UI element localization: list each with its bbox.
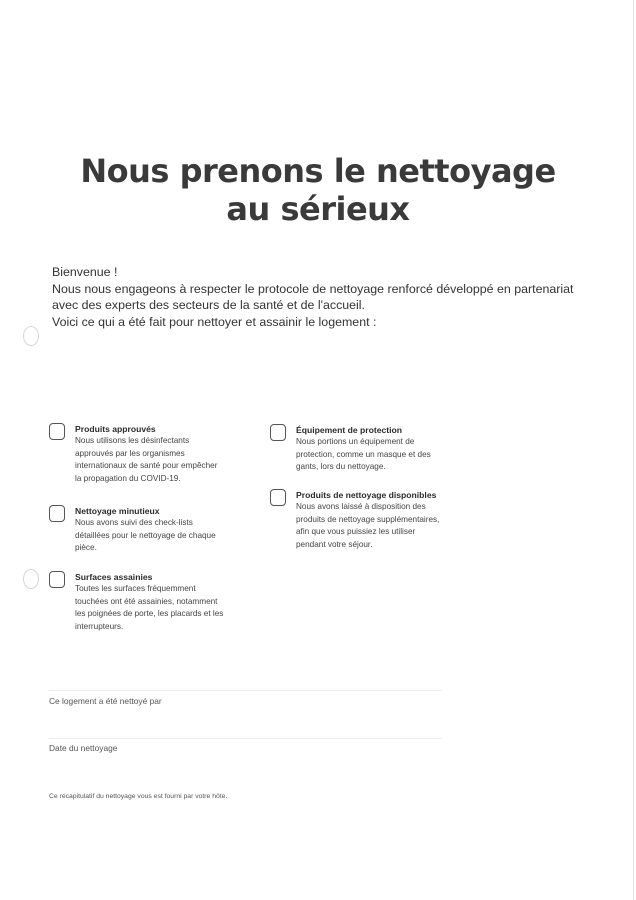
cleaned-by-label: Ce logement a été nettoyé par: [49, 696, 162, 706]
checklist-item-produits-disponibles: [296, 489, 486, 551]
punch-hole: [23, 569, 39, 589]
greeting: Bienvenue !: [52, 265, 118, 279]
checklist-item-title: Nettoyage minutieux: [75, 506, 160, 516]
page-title: [0, 152, 636, 228]
cleaned-by-line: [49, 690, 442, 691]
checkbox[interactable]: [270, 489, 286, 506]
checklist-item-nettoyage-minutieux: [75, 505, 265, 555]
commitment-text: Nous nous engageons à respecter le protocole de nettoyage renforcé développé en partenariat avec des experts des secteurs de la santé et de l'accueil.: [52, 281, 574, 312]
checklist-item-produits-approuves: [75, 423, 265, 485]
checklist-item-title: Produits approuvés: [75, 424, 156, 434]
checkbox[interactable]: [270, 424, 286, 441]
footer-note: Ce récapitulatif du nettoyage vous est fourni par votre hôte.: [49, 793, 228, 800]
checklist-item-text: Toutes les surfaces fréquemment touchées ont été assainies, notamment les poignées de porte, les placards et les interrupteurs.: [75, 584, 224, 631]
title-line-2: au sérieux: [226, 190, 410, 228]
scan-edge: [633, 0, 634, 900]
date-line: [49, 738, 442, 739]
checklist-item-text: Nous avons suivi des check-lists détaillées pour le nettoyage de chaque pièce.: [75, 518, 216, 552]
checklist-item-title: Équipement de protection: [296, 425, 402, 435]
checklist-item-text: Nous avons laissé à disposition des produits de nettoyage supplémentaires, afin que vous puissiez les utiliser pendant votre séjour.: [296, 502, 440, 549]
checklist-item-equipement-protection: [296, 424, 486, 474]
intro-lead: Voici ce qui a été fait pour nettoyer et assainir le logement :: [52, 314, 377, 329]
punch-hole: [23, 326, 39, 346]
title-line-1: Nous prenons le nettoyage: [80, 152, 556, 190]
checklist-item-title: Produits de nettoyage disponibles: [296, 490, 437, 500]
checklist-item-surfaces-assainies: [75, 571, 265, 633]
checkbox[interactable]: [49, 423, 65, 440]
checkbox[interactable]: [49, 571, 65, 588]
checklist-item-text: Nous utilisons les désinfectants approuvés par les organismes internationaux de santé pour empêcher la propagation du COVID-19.: [75, 436, 218, 483]
checklist-item-title: Surfaces assainies: [75, 572, 153, 582]
checkbox[interactable]: [49, 505, 65, 522]
intro-section: [52, 264, 592, 330]
checklist-item-text: Nous portions un équipement de protection, comme un masque et des gants, lors du nettoyage.: [296, 437, 431, 471]
date-label: Date du nettoyage: [49, 743, 118, 753]
